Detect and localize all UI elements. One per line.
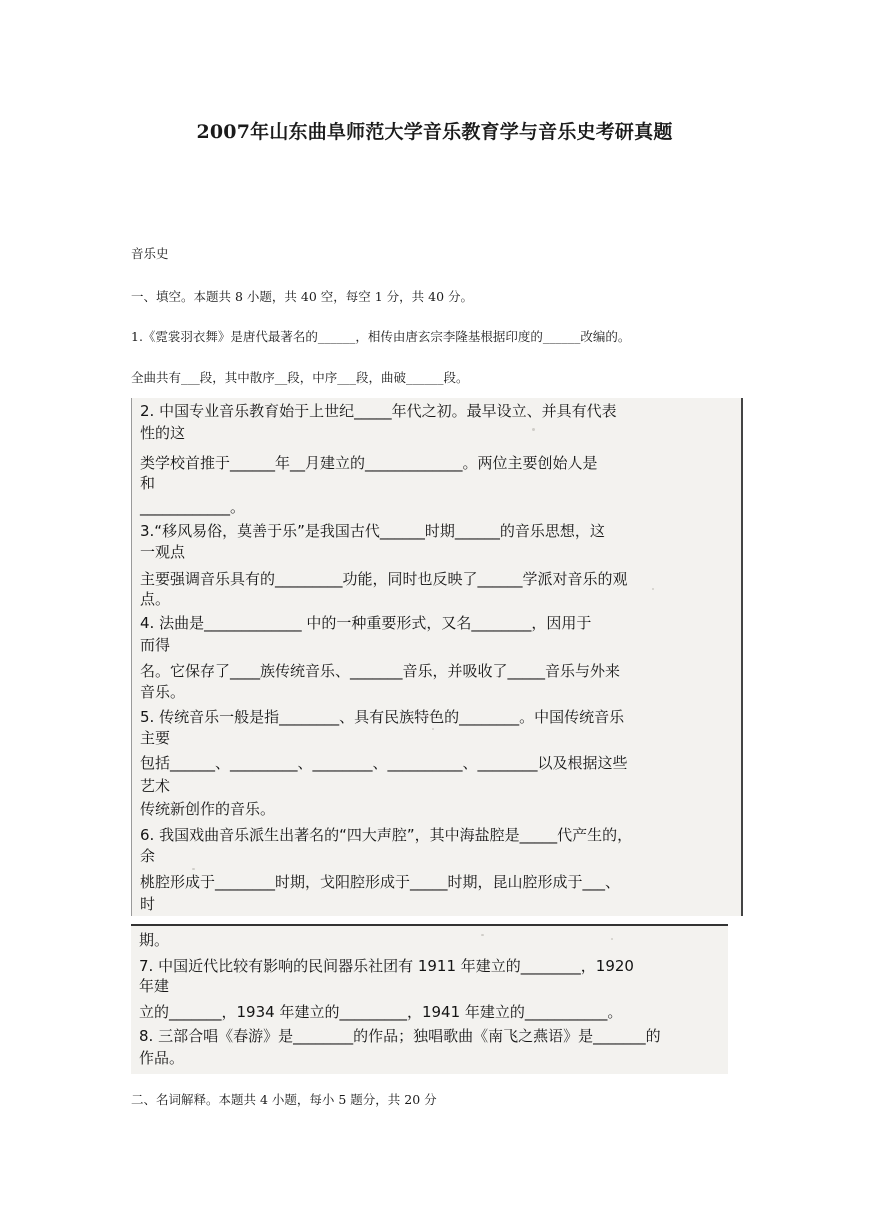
scanned-questions-image-1 <box>131 398 743 916</box>
scan-line: 主要 <box>140 729 171 747</box>
scan-line: 5. 传统音乐一般是指________、具有民族特色的________。中国传统音乐 <box>140 708 625 726</box>
scan-line: 传统新创作的音乐。 <box>140 800 276 818</box>
scan-line: 音乐。 <box>140 683 186 701</box>
part2-heading: 二、名词解释。本题共 4 小题，每小 5 题分，共 20 分 <box>131 1092 437 1107</box>
scan-line: 立的_______，1934 年建立的_________，1941 年建立的___________。 <box>139 1003 623 1021</box>
scan-line: 期。 <box>139 931 170 949</box>
scan-line: 4. 法曲是_____________ 中的一种重要形式，又名________，因用于 <box>140 614 592 632</box>
scan-line: 艺术 <box>140 777 171 795</box>
scan-line: 7. 中国近代比较有影响的民间器乐社团有 1911 年建立的________，1920 <box>139 957 634 975</box>
part1-heading: 一、填空。本题共 8 小题，共 40 空，每空 1 分，共 40 分。 <box>131 289 474 304</box>
question-1-line-1: 1.《霓裳羽衣舞》是唐代最著名的______，相传由唐玄宗李隆基根据印度的______改编的。 <box>131 329 631 344</box>
scan-line: 一观点 <box>140 543 186 561</box>
scanned-questions-image-2 <box>131 924 728 1074</box>
scan-line: 而得 <box>140 636 171 654</box>
scan-line: ____________。 <box>140 498 246 516</box>
scan-line: 6. 我国戏曲音乐派生出著名的“四大声腔”，其中海盐腔是_____代产生的， <box>140 826 633 844</box>
section-label: 音乐史 <box>131 246 169 261</box>
scan-line: 桃腔形成于________时期，戈阳腔形成于_____时期，昆山腔形成于___、 <box>140 873 621 891</box>
page-title: 2007年山东曲阜师范大学音乐教育学与音乐史考研真题 <box>196 121 673 143</box>
scan-line: 点。 <box>140 590 171 608</box>
scan-line: 作品。 <box>139 1049 185 1067</box>
scan-line: 3.“移风易俗，莫善于乐”是我国古代______时期______的音乐思想，这 <box>140 522 605 540</box>
scan-line: 性的这 <box>140 424 186 442</box>
question-1-line-2: 全曲共有___段，其中散序__段，中序___段，曲破______段。 <box>131 370 469 385</box>
scan-line: 主要强调音乐具有的_________功能，同时也反映了______学派对音乐的观 <box>140 570 628 588</box>
scan-line: 2. 中国专业音乐教育始于上世纪_____年代之初。最早设立、并具有代表 <box>140 402 617 420</box>
scan-line: 时 <box>140 895 156 913</box>
scan-line: 包括______、_________、________、__________、________以及根据这些 <box>140 754 628 772</box>
scan-line: 年建 <box>139 977 170 995</box>
scan-line: 8. 三部合唱《春游》是________的作品；独唱歌曲《南飞之燕语》是_______的 <box>139 1027 661 1045</box>
scan-line: 名。它保存了____族传统音乐、_______音乐，并吸收了_____音乐与外来 <box>140 662 621 680</box>
scan-line: 余 <box>140 847 156 865</box>
scan-line: 类学校首推于______年__月建立的_____________。两位主要创始人是 <box>140 454 598 472</box>
scan-line: 和 <box>140 474 156 492</box>
